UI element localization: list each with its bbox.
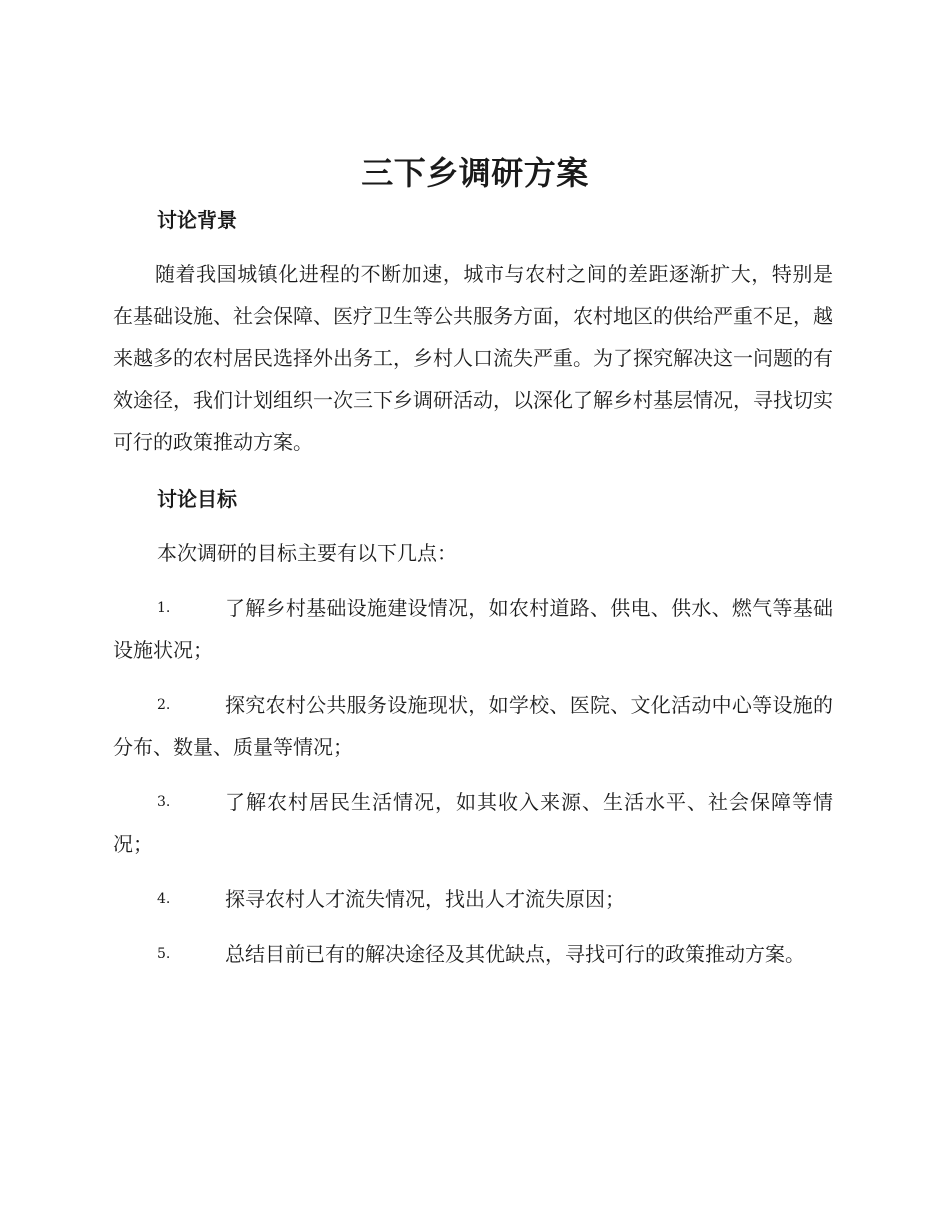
list-item <box>113 878 833 920</box>
list-item <box>113 933 833 975</box>
document-title: 三下乡调研方案 <box>361 154 589 192</box>
list-item <box>113 684 833 768</box>
list-item-number: 2. <box>157 697 171 713</box>
list-item-number: 1. <box>157 600 171 616</box>
list-item <box>113 781 833 865</box>
list-item-text: 了解农村居民生活情况，如其收入来源、生活水平、社会保障等情况； <box>113 790 833 856</box>
list-item-number: 3. <box>157 794 171 810</box>
section-heading-goals: 讨论目标 <box>157 487 237 511</box>
section-heading-background: 讨论背景 <box>157 208 237 232</box>
list-item-number: 5. <box>157 946 171 962</box>
goals-intro: 本次调研的目标主要有以下几点： <box>157 541 457 565</box>
list-item-number: 4. <box>157 891 171 907</box>
list-item-text: 总结目前已有的解决途径及其优缺点，寻找可行的政策推动方案。 <box>225 942 805 966</box>
list-item <box>113 587 833 671</box>
list-item-text: 了解乡村基础设施建设情况，如农村道路、供电、供水、燃气等基础设施状况； <box>113 596 833 662</box>
list-item-text: 探究农村公共服务设施现状，如学校、医院、文化活动中心等设施的分布、数量、质量等情况； <box>113 693 833 759</box>
list-item-text: 探寻农村人才流失情况，找出人才流失原因； <box>225 887 625 911</box>
background-paragraph: 随着我国城镇化进程的不断加速，城市与农村之间的差距逐渐扩大，特别是在基础设施、社会保障、医疗卫生等公共服务方面，农村地区的供给严重不足，越来越多的农村居民选择外出务工，乡村人口流失严重。为了探究解决这一问题的有效途径，我们计划组织一次三下乡调研活动，以深化了解乡村基层情况，寻找切实可行的政策推动方案。 <box>113 262 833 454</box>
